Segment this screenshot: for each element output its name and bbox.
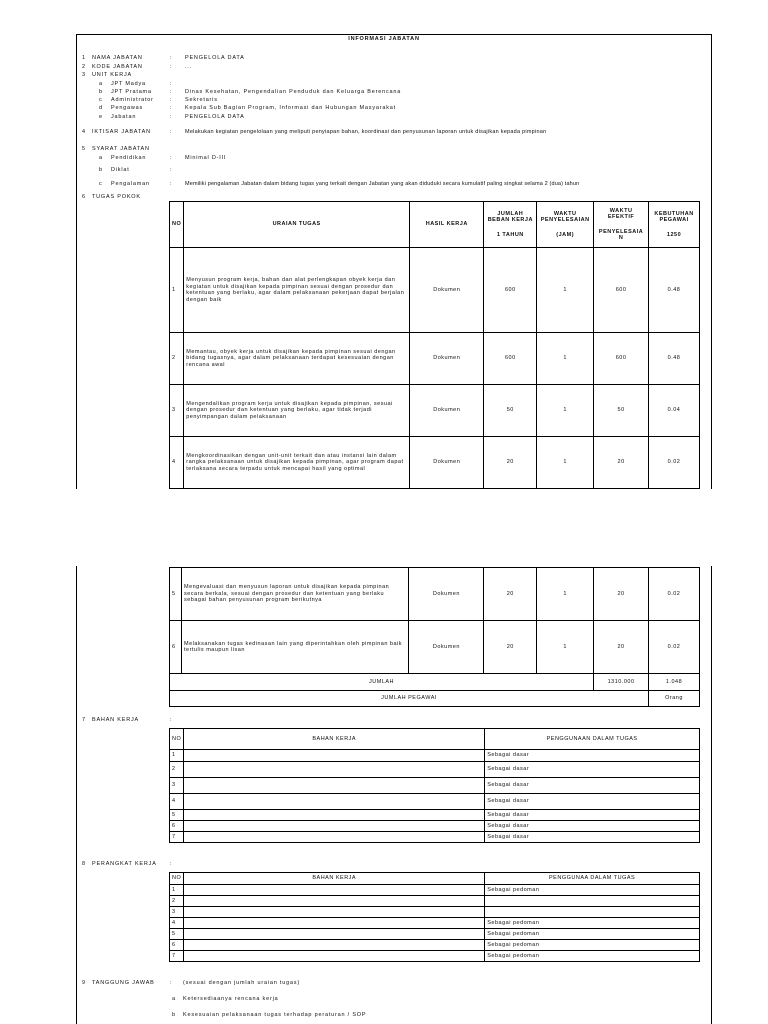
header-no: NO — [170, 873, 184, 885]
cell-no: 1 — [170, 750, 184, 762]
row-label: UNIT KERJA — [92, 72, 132, 78]
cell-efektif: 20 — [594, 568, 649, 621]
section-label: BAHAN KERJA — [92, 717, 140, 723]
cell-efektif: 600 — [594, 333, 649, 385]
document-title: INFORMASI JABATAN — [348, 36, 420, 42]
row-label: Pendidikan — [111, 155, 147, 161]
row-label: Pengawas — [111, 105, 144, 111]
table-row — [170, 437, 700, 489]
cell-no: 5 — [170, 810, 184, 821]
cell-bahan — [184, 821, 485, 832]
cell-efektif: 600 — [594, 248, 649, 333]
cell-waktu: 1 — [537, 385, 594, 437]
cell-kebutuhan: 0.48 — [649, 333, 700, 385]
table-row — [170, 940, 700, 951]
cell-no: 2 — [170, 333, 184, 385]
cell-hasil: Dokumen — [410, 437, 484, 489]
header-line: PENYELESAIAN — [540, 217, 590, 224]
section-label: TANGGUNG JAWAB — [92, 980, 155, 986]
header-line: N — [618, 235, 624, 241]
row-letter: b — [99, 89, 103, 95]
cell-no: 6 — [170, 621, 182, 674]
header-line: BEBAN KERJA — [487, 217, 533, 224]
perangkat-kerja-table — [169, 872, 700, 962]
table-row — [170, 333, 700, 385]
cell-hasil: Dokumen — [410, 385, 484, 437]
cell-beban: 600 — [484, 333, 537, 385]
cell-bahan — [184, 794, 485, 810]
cell-no: 7 — [170, 951, 184, 962]
row-number: 5 — [82, 146, 86, 152]
cell-bahan — [184, 951, 485, 962]
row-value: Minimal D-III — [185, 155, 227, 161]
row-letter: c — [99, 181, 103, 187]
cell-hasil: Dokumen — [410, 248, 484, 333]
cell-waktu: 1 — [537, 437, 594, 489]
cell-bahan — [184, 940, 485, 951]
header-line: PENYELESAIA — [598, 228, 644, 235]
header-bahan: BAHAN KERJA — [184, 729, 485, 750]
table-row — [170, 568, 700, 621]
row-label: Administrator — [111, 97, 154, 103]
cell-no: 1 — [170, 248, 184, 333]
cell-uraian: Menyusun program kerja, bahan dan alat perlengkapan obyek kerja dan kegiatan untuk disajikan kepada pimpinan sesuai dengan prosedur dan ketentuan yang berlaku, agar dalam pelaksanaan pekerjaan dapat berjalan dengan baik — [184, 248, 410, 333]
cell-uraian: Memantau, obyek kerja untuk disajikan kepada pimpinan sesuai dengan bidang tugasnya, agar dalam pelaksanaan terdapat kesesuaian dengan rencana awal — [184, 333, 410, 385]
jumlah-pegawai-value: Orang — [649, 691, 700, 707]
header-line: EFEKTIF — [607, 214, 635, 220]
row-label: IKTISAR JABATAN — [92, 129, 151, 135]
table-row — [170, 778, 700, 794]
row-colon: : — [170, 64, 173, 70]
row-letter: a — [99, 155, 103, 161]
cell-waktu: 1 — [537, 248, 594, 333]
cell-waktu: 1 — [537, 568, 594, 621]
row-colon: : — [170, 980, 173, 986]
ikhtisar-value: Melakukan kegiatan pengelolaan yang meliputi penyiapan bahan, koordinasi dan penyusunan laporan untuk disajikan kepada pimpinan — [185, 129, 547, 135]
cell-hasil: Dokumen — [409, 621, 484, 674]
row-colon: : — [170, 181, 173, 187]
cell-hasil: Dokumen — [409, 568, 484, 621]
table-row — [170, 951, 700, 962]
table-row — [170, 621, 700, 674]
header-waktu — [537, 202, 594, 248]
cell-kebutuhan: 0.02 — [649, 437, 700, 489]
cell-no: 3 — [170, 907, 184, 918]
row-number: 3 — [82, 72, 86, 78]
header-no: NO — [170, 729, 184, 750]
cell-bahan — [184, 929, 485, 940]
cell-penggunaan: Sebagai dasar — [485, 821, 700, 832]
cell-penggunaan: Sebagai pedoman — [485, 951, 700, 962]
row-colon: : — [170, 97, 173, 103]
row-colon: : — [170, 167, 173, 173]
row-number: 6 — [82, 194, 86, 200]
jumlah-label: JUMLAH — [170, 674, 594, 691]
table-row — [170, 821, 700, 832]
row-letter: b — [99, 167, 103, 173]
bahan-kerja-table — [169, 728, 700, 843]
cell-beban: 600 — [484, 248, 537, 333]
table-row — [170, 896, 700, 907]
cell-no: 3 — [170, 778, 184, 794]
row-number: 4 — [82, 129, 86, 135]
table-row — [170, 918, 700, 929]
cell-bahan — [184, 832, 485, 843]
cell-hasil: Dokumen — [410, 333, 484, 385]
header-penggunaan: PENGGUNAA DALAM TUGAS — [485, 873, 700, 885]
row-letter: a — [99, 81, 103, 87]
cell-no: 3 — [170, 385, 184, 437]
row-colon: : — [170, 81, 173, 87]
cell-bahan — [184, 810, 485, 821]
row-value: Sekretaris — [185, 97, 218, 103]
cell-bahan — [184, 778, 485, 794]
cell-efektif: 20 — [594, 437, 649, 489]
cell-penggunaan: Sebagai dasar — [485, 832, 700, 843]
row-colon: : — [170, 861, 173, 867]
table-header-row — [170, 202, 700, 248]
cell-bahan — [184, 762, 485, 778]
row-letter: a — [172, 996, 176, 1002]
cell-no: 7 — [170, 832, 184, 843]
cell-penggunaan — [485, 907, 700, 918]
row-label: KODE JABATAN — [92, 64, 143, 70]
cell-penggunaan — [485, 896, 700, 907]
cell-penggunaan: Sebagai dasar — [485, 794, 700, 810]
cell-no: 5 — [170, 568, 182, 621]
section-label: SYARAT JABATAN — [92, 146, 150, 152]
cell-kebutuhan: 0.02 — [649, 568, 700, 621]
row-colon: : — [170, 155, 173, 161]
row-value: Dinas Kesehatan, Pengendalian Penduduk dan Keluarga Berencana — [185, 89, 402, 95]
cell-efektif: 20 — [594, 621, 649, 674]
cell-bahan — [184, 885, 485, 896]
cell-penggunaan: Sebagai pedoman — [485, 929, 700, 940]
row-colon: : — [170, 129, 173, 135]
row-label: JPT Pratama — [111, 89, 152, 95]
cell-beban: 50 — [484, 385, 537, 437]
row-letter: e — [99, 114, 103, 120]
row-colon: : — [170, 114, 173, 120]
cell-no: 4 — [170, 794, 184, 810]
cell-kebutuhan: 0.02 — [649, 621, 700, 674]
header-uraian: URAIAN TUGAS — [184, 202, 410, 248]
header-line: 1 TAHUN — [496, 231, 524, 238]
cell-kebutuhan: 0.48 — [649, 248, 700, 333]
table-row — [170, 794, 700, 810]
jumlah-kebutuhan: 1.048 — [649, 674, 700, 691]
table-header-row — [170, 729, 700, 750]
header-line: JUMLAH — [497, 210, 524, 217]
cell-bahan — [184, 918, 485, 929]
row-letter: d — [99, 105, 103, 111]
header-line: WAKTU — [553, 210, 577, 217]
row-label: NAMA JABATAN — [92, 55, 143, 61]
table-row — [170, 810, 700, 821]
jumlah-efektif: 1310.000 — [594, 674, 649, 691]
cell-bahan — [184, 907, 485, 918]
cell-uraian: Mengevaluasi dan menyusun laporan untuk disajikan kepada pimpinan secara berkala, sesuai dengan prosedur dan ketentuan yang berlaku sebagai bahan penyusunan program berikutnya — [181, 568, 409, 621]
header-line: 1250 — [666, 231, 682, 238]
cell-no: 2 — [170, 762, 184, 778]
row-number: 8 — [82, 861, 86, 867]
cell-penggunaan: Sebagai dasar — [485, 778, 700, 794]
row-number: 7 — [82, 717, 86, 723]
table-row — [170, 385, 700, 437]
jumlah-pegawai-row — [170, 691, 700, 707]
row-label: Diklat — [111, 167, 130, 173]
cell-beban: 20 — [484, 568, 537, 621]
cell-penggunaan: Sebagai dasar — [485, 762, 700, 778]
header-no: NO — [170, 202, 184, 248]
header-line: PEGAWAI — [659, 217, 689, 224]
nama-jabatan-value: PENGELOLA DATA — [185, 55, 245, 61]
header-efektif — [594, 202, 649, 248]
tugas-pokok-table — [169, 201, 700, 489]
cell-penggunaan: Sebagai pedoman — [485, 918, 700, 929]
cell-bahan — [184, 896, 485, 907]
cell-penggunaan: Sebagai dasar — [485, 810, 700, 821]
table-row — [170, 885, 700, 896]
row-colon: : — [170, 89, 173, 95]
row-value: Ketersediaanya rencana kerja — [183, 996, 279, 1002]
row-value: PENGELOLA DATA — [185, 114, 245, 120]
cell-uraian: Mengkoordinasikan dengan unit-unit terkait dan atau instansi lain dalam rangka pelaksanaan untuk disajikan kepada pimpinan, agar program dapat terlaksana secara terpadu untuk mencapai hasil yang optimal — [184, 437, 410, 489]
header-line: WAKTU — [609, 207, 633, 214]
row-number: 2 — [82, 64, 86, 70]
row-colon: : — [170, 55, 173, 61]
cell-no: 1 — [170, 885, 184, 896]
header-kebutuhan — [649, 202, 700, 248]
row-letter: b — [172, 1012, 176, 1018]
table-row — [170, 907, 700, 918]
header-bahan: BAHAN KERJA — [184, 873, 485, 885]
row-label: Jabatan — [111, 114, 137, 120]
table-row — [170, 750, 700, 762]
header-hasil: HASIL KERJA — [410, 202, 484, 248]
jumlah-row — [170, 674, 700, 691]
cell-penggunaan: Sebagai pedoman — [485, 885, 700, 896]
tugas-pokok-table-continued — [169, 567, 700, 707]
cell-kebutuhan: 0.04 — [649, 385, 700, 437]
cell-no: 5 — [170, 929, 184, 940]
row-value: Memiliki pengalaman Jabatan dalam bidang tugas yang terkait dengan Jabatan yang akan diduduki secara kumulatif paling singkat selama 2 (dua) tahun — [185, 181, 580, 187]
table-row — [170, 832, 700, 843]
cell-no: 6 — [170, 821, 184, 832]
section-label: PERANGKAT KERJA — [92, 861, 157, 867]
cell-no: 4 — [170, 918, 184, 929]
row-number: 1 — [82, 55, 86, 61]
row-label: JPT Madya — [111, 81, 146, 87]
section-label: TUGAS POKOK — [92, 194, 141, 200]
header-line: (JAM) — [556, 231, 575, 238]
header-jumlah — [484, 202, 537, 248]
row-letter: c — [99, 97, 103, 103]
table-row — [170, 248, 700, 333]
cell-bahan — [184, 750, 485, 762]
cell-efektif: 50 — [594, 385, 649, 437]
jumlah-pegawai-label: JUMLAH PEGAWAI — [170, 691, 649, 707]
header-penggunaan: PENGGUNAAN DALAM TUGAS — [485, 729, 700, 750]
cell-no: 6 — [170, 940, 184, 951]
cell-uraian: Melaksanakan tugas kedinasan lain yang diperintahkan oleh pimpinan baik tertulis maupun lisan — [181, 621, 409, 674]
kode-jabatan-value: ... — [185, 64, 192, 70]
row-number: 9 — [82, 980, 86, 986]
cell-waktu: 1 — [537, 621, 594, 674]
cell-waktu: 1 — [537, 333, 594, 385]
row-value: Kesesuaian pelaksanaan tugas terhadap peraturan / SOP — [183, 1012, 367, 1018]
cell-beban: 20 — [484, 621, 537, 674]
header-line: KEBUTUHAN — [654, 210, 694, 217]
cell-uraian: Mengendalikan program kerja untuk disajikan kepada pimpinan, sesuai dengan prosedur dan ketentuan yang berlaku, agar tidak terjadi penyimpangan dalam pelaksanaan — [184, 385, 410, 437]
cell-penggunaan: Sebagai pedoman — [485, 940, 700, 951]
table-header-row — [170, 873, 700, 885]
cell-beban: 20 — [484, 437, 537, 489]
table-row — [170, 762, 700, 778]
row-label: Pengalaman — [111, 181, 150, 187]
cell-penggunaan: Sebagai dasar — [485, 750, 700, 762]
row-value: Kepala Sub Bagian Program, Informasi dan Hubungan Masyarakat — [185, 105, 396, 111]
tanggung-jawab-note: (sesuai dengan jumlah uraian tugas) — [183, 980, 300, 986]
row-colon: : — [170, 105, 173, 111]
row-colon: : — [170, 717, 173, 723]
cell-no: 2 — [170, 896, 184, 907]
table-row — [170, 929, 700, 940]
page-break-gap — [0, 489, 768, 565]
cell-no: 4 — [170, 437, 184, 489]
